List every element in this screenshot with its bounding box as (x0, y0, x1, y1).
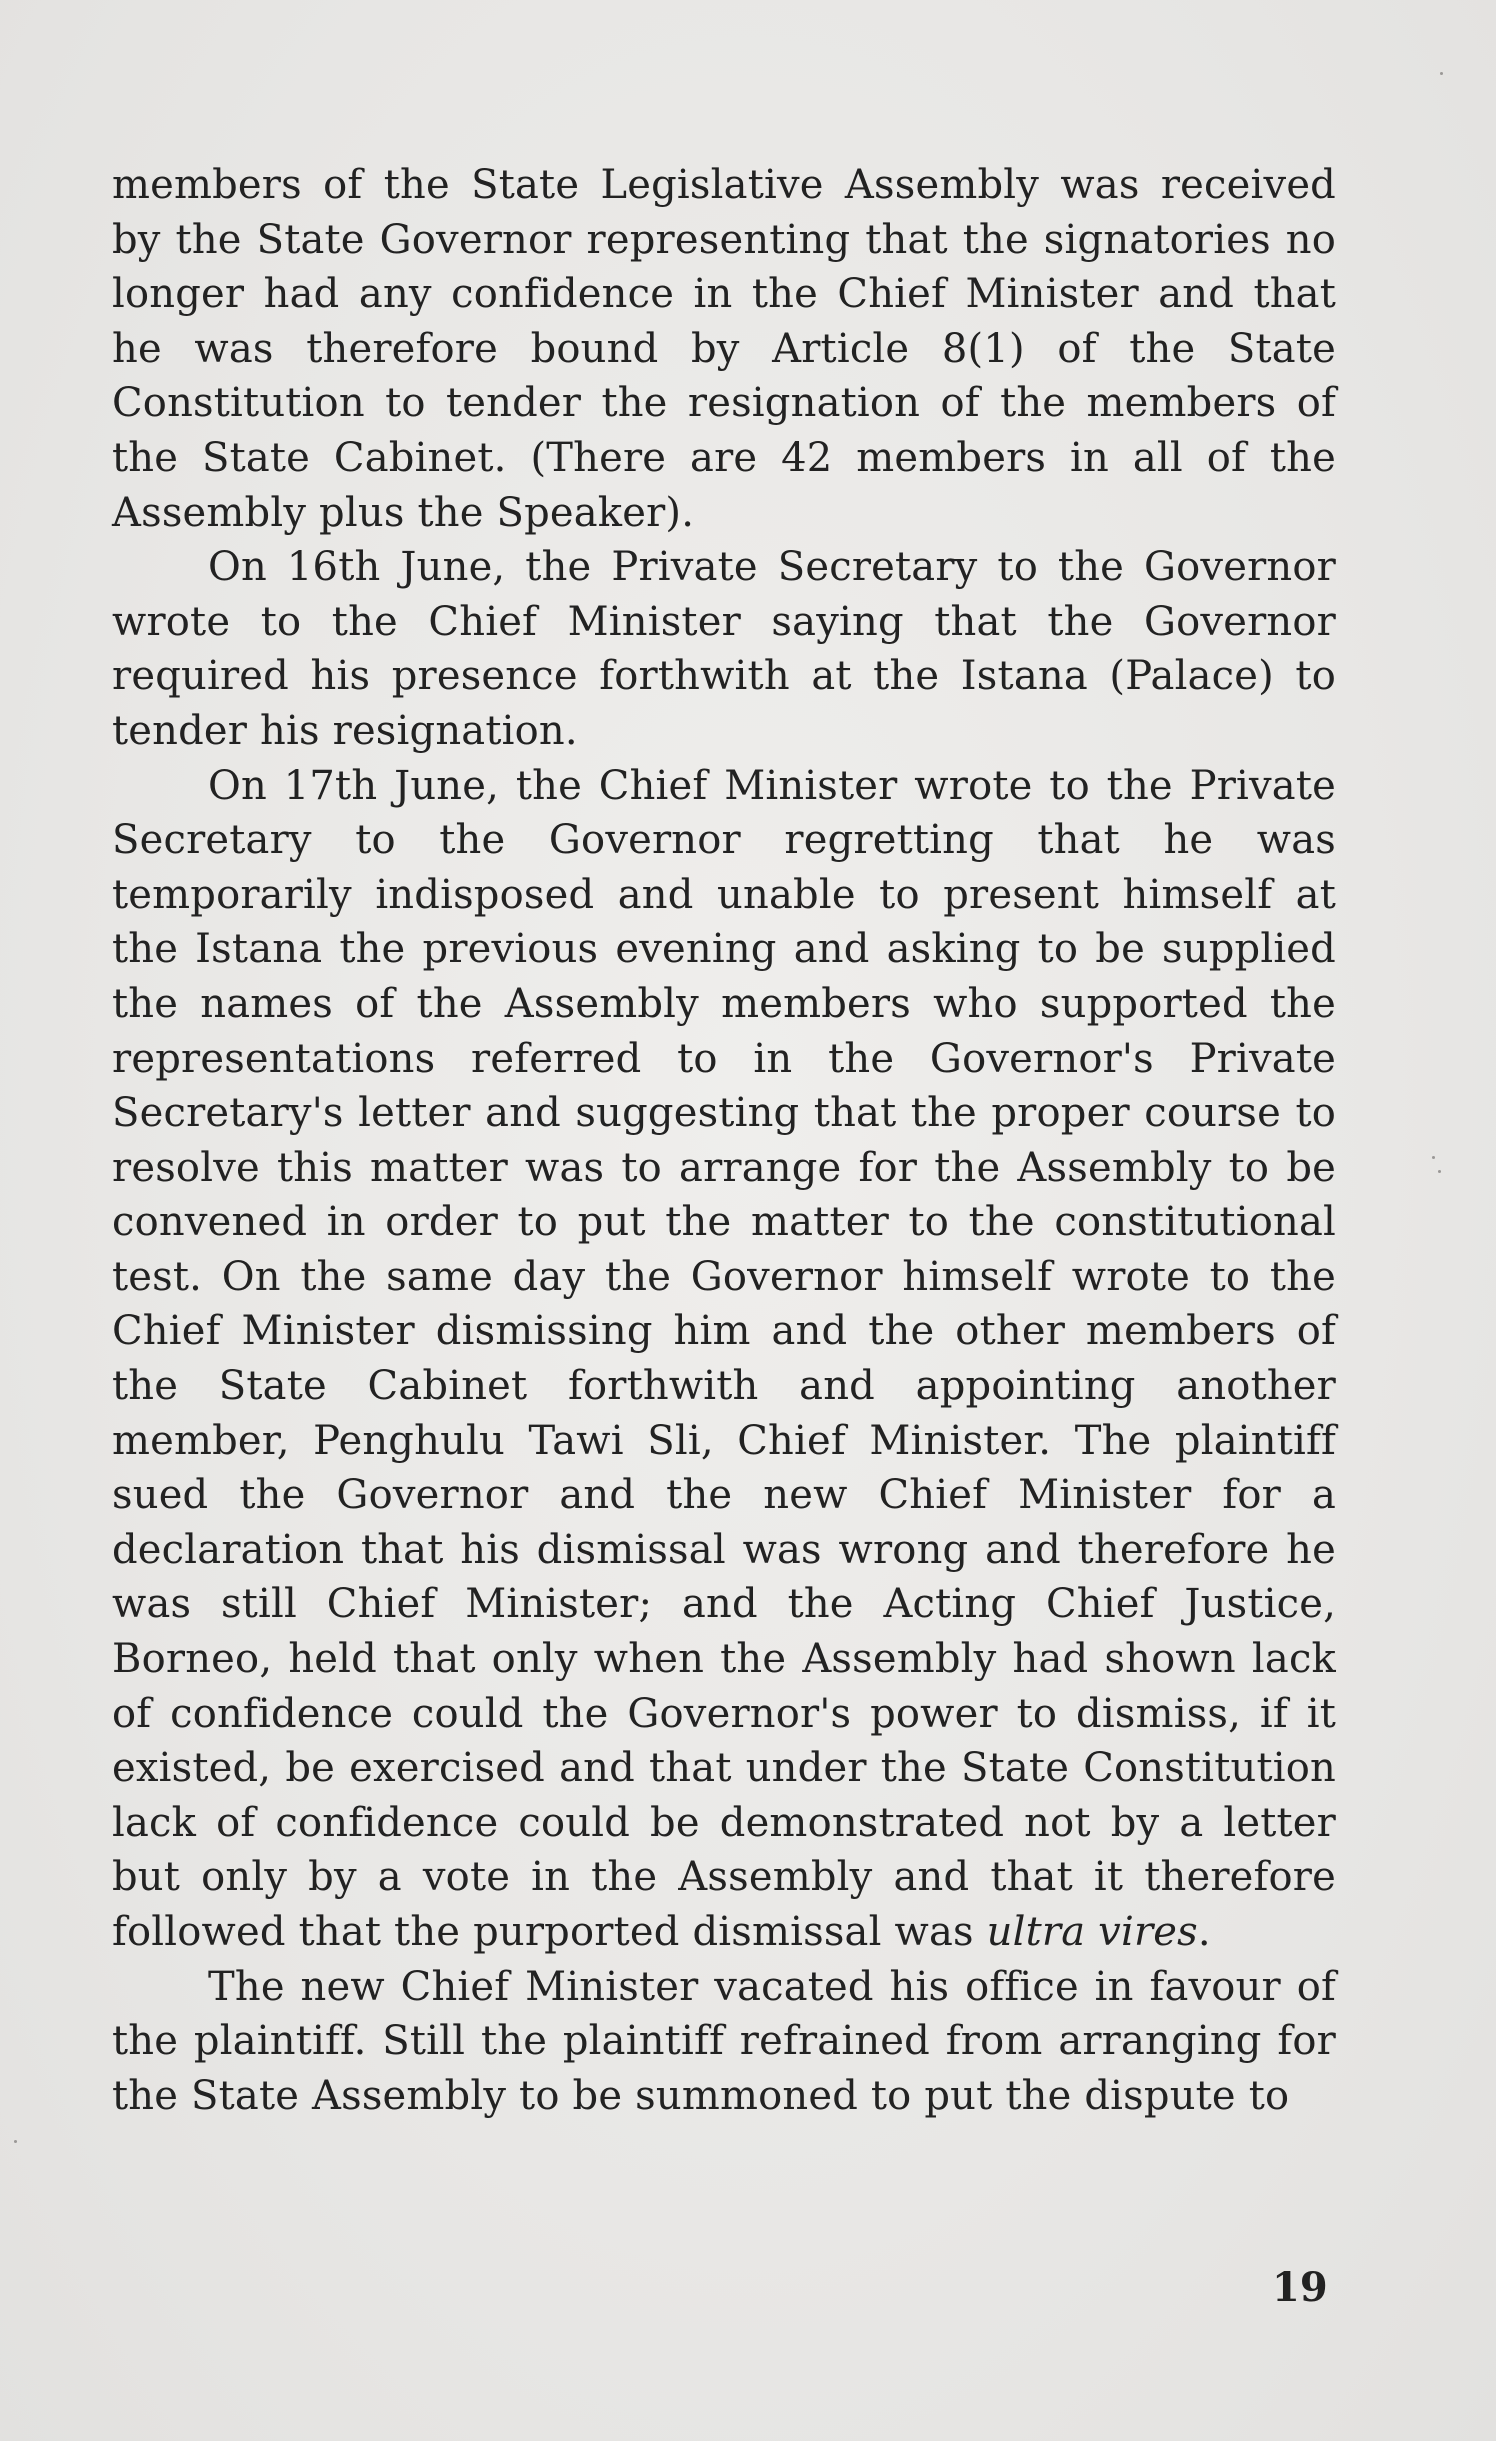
paper-speck (1438, 1170, 1441, 1173)
ultra-vires-emphasis: ultra vires (986, 1909, 1198, 1955)
paper-speck (1432, 1156, 1435, 1159)
paper-speck (14, 2140, 17, 2143)
paragraph-continuation: members of the State Legislative Assembly was received by the State Governor representing that the signatories no longer had any confidence in the Chief Minister and that he was therefore bound by Article 8(1) of the State Constitution to tender the resignation of the members of the State Cabinet. (There are 42 members in all of the Assembly plus the Speaker). (112, 162, 1336, 536)
paper-speck (1440, 72, 1443, 75)
paragraph-new-chief-minister: The new Chief Minister vacated his office in favour of the plaintiff. Still the plaintiff refrained from arranging for the State Assembly to be summoned to put the dispute to (112, 1963, 1336, 2119)
body-text (112, 158, 1336, 2123)
page-number: 19 (1272, 2264, 1328, 2311)
paragraph-17th-june-end: . (1197, 1909, 1211, 1955)
paragraph-16th-june: On 16th June, the Private Secretary to the Governor wrote to the Chief Minister saying that the Governor required his presence forthwith at the Istana (Palace) to tender his resignation. (112, 544, 1336, 754)
paragraph-17th-june (112, 759, 1336, 1960)
paragraph-17th-june-text: On 17th June, the Chief Minister wrote to the Private Secretary to the Governor regretting that he was temporarily indisposed and unable to present himself at the Istana the previous evening and asking to be supplied the names of the Assembly members who supported the representations referred to in the Governor's Private Secretary's letter and suggesting that the proper course to resolve this matter was to arrange for the Assembly to be convened in order to put the matter to the constitutional test. On the same day the Governor himself wrote to the Chief Minister dismissing him and the other members of the State Cabinet forthwith and appointing another member, Penghulu Tawi Sli, Chief Minister. The plaintiff sued the Governor and the new Chief Minister for a declaration that his dismissal was wrong and therefore he was still Chief Minister; and the Acting Chief Justice, Borneo, held that only when the Assembly had shown lack of confidence could the Governor's power to dismiss, if it existed, be exercised and that under the State Constitution lack of confidence could be demonstrated not by a letter but only by a vote in the Assembly and that it therefore followed that the purported dismissal was (112, 762, 1336, 1955)
